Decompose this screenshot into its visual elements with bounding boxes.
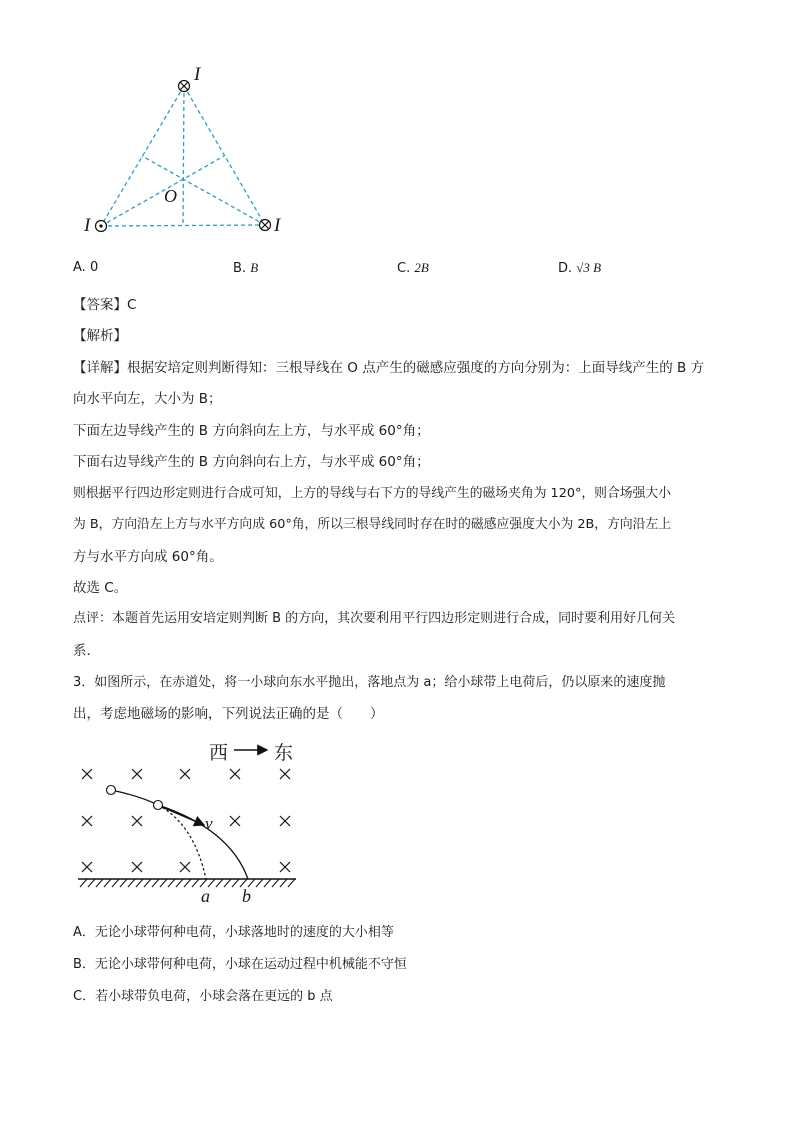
cross-icon (132, 816, 142, 826)
velocity-arrow-icon (162, 807, 204, 825)
label-west: 西 (209, 742, 229, 764)
ball-icon (154, 801, 163, 810)
q3-option-a: A．无论小球带何种电荷，小球落地时的速度的大小相等 (73, 925, 394, 940)
option-c-value: 2B (414, 260, 429, 275)
median-vertical (183, 86, 184, 226)
cross-icon (180, 769, 190, 779)
cross-icon (180, 862, 190, 872)
figure-magnetic-field (70, 734, 310, 914)
median-left (101, 156, 224, 226)
label-velocity: v (205, 814, 213, 833)
answer-line (73, 294, 730, 316)
option-d (558, 260, 601, 276)
current-into-top-icon (179, 81, 190, 92)
label-point-b: b (242, 886, 251, 906)
option-b-value: B (250, 260, 259, 275)
question3-line-2: 出，考虑地磁场的影响，下列说法正确的是（ ） (73, 706, 384, 722)
option-d-letter: D. (558, 261, 573, 276)
triangle-svg (80, 62, 300, 242)
charged-trajectory (158, 805, 248, 879)
q3-option-c: C．若小球带负电荷，小球会落在更远的 b 点 (73, 989, 333, 1004)
option-a-value: 0 (89, 260, 99, 275)
comment-line-2: 系． (73, 643, 100, 659)
cross-icon (132, 862, 142, 872)
cross-icon (132, 769, 142, 779)
detail-text-1: 根据安培定则判断得知：三根导线在 O 点产生的磁感应强度的方向分别为：上面导线产生的 B 方 (127, 360, 705, 376)
current-into-right-icon (260, 220, 271, 231)
option-b (233, 260, 258, 276)
ball-start-icon (107, 786, 116, 795)
figure-triangle (80, 62, 300, 242)
ground-hatch (80, 879, 295, 887)
detail-line-6: 为 B，方向沿左上方与水平方向成 60°角，所以三根导线同时存在时的磁感应强度大小为 2B，方向沿左上 (73, 517, 672, 532)
option-b-letter: B. (233, 261, 247, 276)
cross-icon (230, 816, 240, 826)
detail-line-4: 下面右边导线产生的 B 方向斜向右上方，与水平成 60°角； (73, 454, 430, 470)
cross-icon (280, 816, 290, 826)
cross-icon (82, 769, 92, 779)
option-a (73, 260, 98, 275)
option-c (397, 260, 429, 276)
label-east: 东 (274, 742, 294, 764)
label-current-right: I (274, 215, 281, 236)
detail-line-2: 向水平向左，大小为 B； (73, 391, 222, 407)
median-right (142, 156, 265, 225)
cross-icon (82, 816, 92, 826)
detail-line-8: 故选 C。 (73, 580, 128, 596)
cross-icon (280, 862, 290, 872)
answer-value: C (127, 297, 137, 313)
option-a-letter: A. (73, 260, 86, 275)
detail-line-3: 下面左边导线产生的 B 方向斜向左上方，与水平成 60°角； (73, 423, 430, 439)
option-c-letter: C. (397, 261, 411, 276)
analysis-label: 【解析】 (73, 328, 127, 344)
cross-icon (82, 862, 92, 872)
option-d-value: √3 B (576, 260, 602, 275)
detail-line-7: 方与水平方向成 60°角。 (73, 549, 223, 565)
current-out-left-icon (96, 221, 107, 232)
field-svg (70, 734, 310, 914)
cross-icon (280, 769, 290, 779)
detail-line-5: 则根据平行四边形定则进行合成可知，上方的导线与右下方的导线产生的磁场夹角为 120°，则合场强大小 (73, 486, 671, 501)
cross-icon (230, 769, 240, 779)
comment-line-1: 点评：本题首先运用安培定则判断 B 的方向，其次要利用平行四边形定则进行合成，同时要利用好几何关 (73, 611, 676, 626)
question3-line-1: 3．如图所示，在赤道处，将一小球向东水平抛出，落地点为 a；给小球带上电荷后，仍以原来的速度抛 (73, 675, 666, 690)
q3-option-b: B．无论小球带何种电荷，小球在运动过程中机械能不守恒 (73, 957, 407, 972)
detail-tag: 【详解】 (73, 360, 127, 376)
label-current-left: I (84, 215, 91, 236)
answer-label: 【答案】 (73, 297, 127, 313)
label-current-top: I (194, 64, 201, 85)
label-center-o: O (164, 186, 177, 206)
triangle-side-bottom (101, 225, 265, 226)
triangle-side-right (184, 86, 265, 225)
initial-trajectory (111, 790, 158, 805)
detail-line-1 (73, 357, 730, 379)
label-point-a: a (201, 886, 210, 906)
field-crosses (82, 769, 290, 872)
